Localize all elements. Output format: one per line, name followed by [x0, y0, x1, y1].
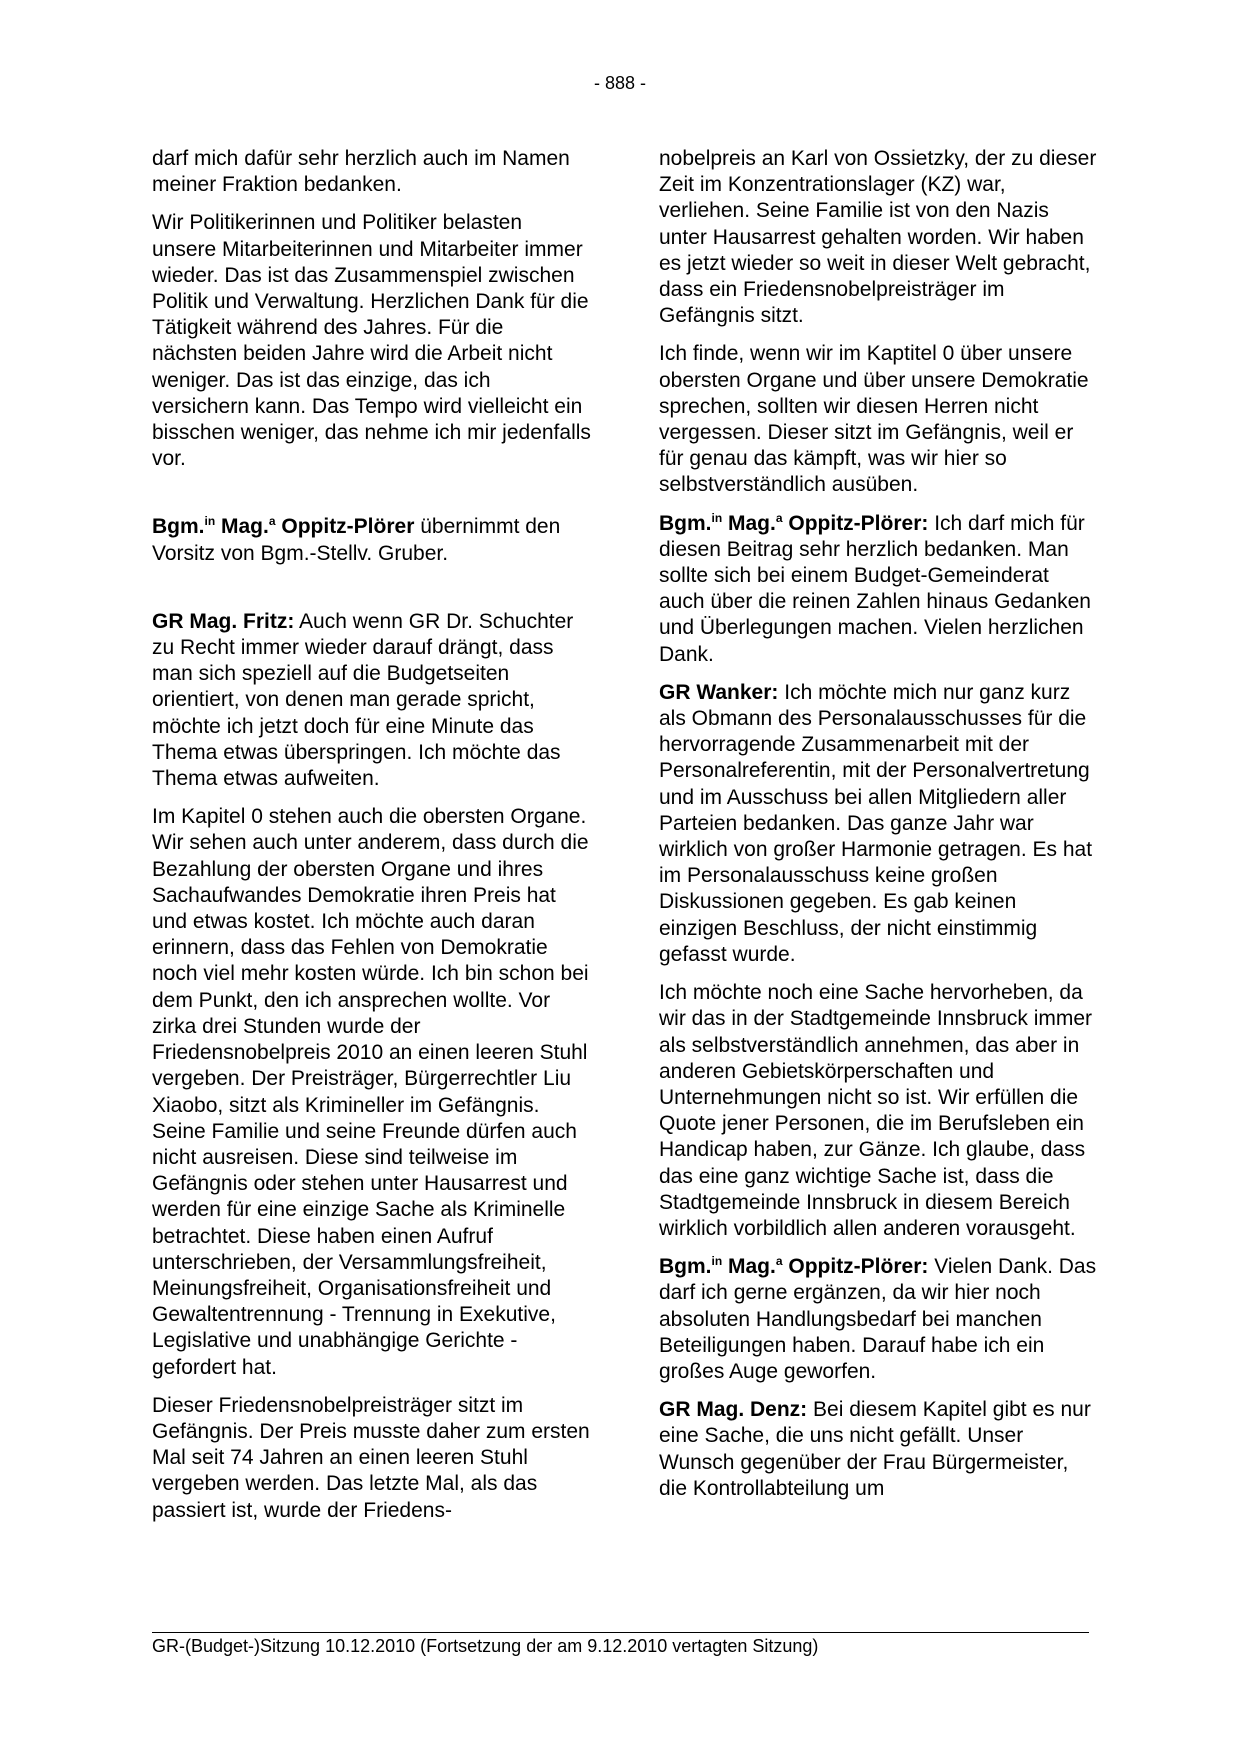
paragraph-text: Ich darf mich für diesen Beitrag sehr herzlich bedanken. Man sollte sich bei einem Budget-Gemeinderat auch über die reinen Zahlen hinaus Gedanken und Überlegungen machen. Vielen herzlichen Dank.	[659, 511, 1091, 666]
paragraph-text: übernimmt den Vorsitz von Bgm.-Stellv. Gruber.	[152, 515, 561, 565]
right-column	[659, 146, 1099, 1514]
speaker-name: Bgm.$^{in}$ Mag.$^a$ Oppitz-Plörer:	[659, 510, 929, 535]
paragraph	[659, 980, 1099, 1242]
speaker-name: Bgm.$^{in}$ Mag.$^a$ Oppitz-Plörer:	[659, 1254, 929, 1279]
speech-paragraph	[659, 511, 1099, 668]
paragraph	[152, 146, 592, 198]
paragraph	[659, 146, 1099, 329]
paragraph-text: Auch wenn GR Dr. Schuchter zu Recht immer wieder darauf drängt, dass man sich speziell auf die Budgetseiten orientiert, von denen man gerade spricht, möchte ich jetzt doch für eine Minute das Thema etwas überspringen. Ich möchte das Thema etwas aufweiten.	[152, 609, 574, 791]
paragraph-text: Ich möchte mich nur ganz kurz als Obmann des Personalausschusses für die hervorragende Zusammenarbeit mit der Personalreferentin, mit der Personalvertretung und im Ausschuss bei allen Mitgliedern aller Parteien bedanken. Das ganze Jahr war wirklich von großer Harmonie getragen. Es hat im Personalausschuss keine großen Diskussionen gegeben. Es gab keinen einzigen Beschluss, der nicht einstimmig gefasst wurde.	[659, 680, 1093, 966]
speech-paragraph	[659, 1397, 1099, 1502]
speaker-name: GR Wanker:	[659, 680, 779, 704]
paragraph-text: Ich finde, wenn wir im Kaptitel 0 über unsere obersten Organe und über unsere Demokratie sprechen, sollten wir diesen Herren nicht vergessen. Dieser sitzt im Gefängnis, weil er für genau das kämpft, was wir hier so selbstverständlich ausüben.	[659, 342, 1089, 497]
paragraph	[659, 341, 1099, 498]
speech-paragraph	[659, 1254, 1099, 1385]
speaker-name: GR Mag. Denz:	[659, 1398, 808, 1422]
page-number: - 888 -	[593, 73, 647, 93]
footer-text: GR-(Budget-)Sitzung 10.12.2010 (Fortsetzung der am 9.12.2010 vertagten Sitzung)	[152, 1636, 819, 1656]
paragraph	[152, 804, 592, 1380]
left-column	[152, 146, 592, 1536]
paragraph-text: Ich möchte noch eine Sache hervorheben, da wir das in der Stadtgemeinde Innsbruck immer als selbstverständlich annehmen, das aber in anderen Gebietskörperschaften und Unternehmungen nicht so ist. Wir erfüllen die Quote jener Personen, die im Berufsleben ein Handicap haben, zur Gänze. Ich glaube, dass das eine ganz wichtige Sache ist, dass die Stadtgemeinde Innsbruck in diesem Bereich wirklich vorbildlich allen anderen vorausgeht.	[659, 981, 1093, 1240]
paragraph-text: Wir Politikerinnen und Politiker belasten unsere Mitarbeiterinnen und Mitarbeiter immer wieder. Das ist das Zusammenspiel zwischen Politik und Verwaltung. Herzlichen Dank für die Tätigkeit während des Jahres. Für die nächsten beiden Jahre wird die Arbeit nicht weniger. Das ist das einzige, das ich versichern kann. Das Tempo wird vielleicht ein bisschen weniger, das nehme ich mir jedenfalls vor.	[152, 211, 591, 471]
speaker-name: Bgm.$^{in}$ Mag.$^a$ Oppitz-Plörer	[152, 514, 415, 539]
paragraph-text: Bei diesem Kapitel gibt es nur eine Sache, die uns nicht gefällt. Unser Wunsch gegenüber der Frau Bürgermeister, die Kontrollabteilung um	[659, 1398, 1091, 1500]
paragraph	[152, 210, 592, 472]
paragraph-text: Vielen Dank. Das darf ich gerne ergänzen, da wir hier noch absoluten Handlungsbedarf bei manchen Beteiligungen haben. Darauf habe ich ein großes Auge geworfen.	[659, 1255, 1097, 1383]
paragraph-text: Dieser Friedensnobelpreisträger sitzt im Gefängnis. Der Preis musste daher zum ersten Mal seit 74 Jahren an einen leeren Stuhl vergeben werden. Das letzte Mal, als das passiert ist, wurde der Friedens-	[152, 1393, 590, 1522]
speech-paragraph	[152, 609, 592, 792]
speaker-name: GR Mag. Fritz:	[152, 609, 295, 633]
paragraph	[152, 1393, 592, 1524]
chair-change-note	[152, 514, 592, 566]
paragraph-text: nobelpreis an Karl von Ossietzky, der zu dieser Zeit im Konzentrationslager (KZ) war, verliehen. Seine Familie ist von den Nazis unter Hausarrest gehalten worden. Wir haben es jetzt wieder so weit in dieser Welt gebracht, dass ein Friedensnobelpreisträger im Gefängnis sitzt.	[659, 147, 1097, 328]
paragraph-text: darf mich dafür sehr herzlich auch im Namen meiner Fraktion bedanken.	[152, 147, 570, 197]
speech-paragraph	[659, 680, 1099, 968]
footer-divider	[152, 1632, 1089, 1633]
paragraph-text: Im Kapitel 0 stehen auch die obersten Organe. Wir sehen auch unter anderem, dass durch die Bezahlung der obersten Organe und ihres Sachaufwandes Demokratie ihren Preis hat und etwas kostet. Ich möchte auch daran erinnern, dass das Fehlen von Demokratie noch viel mehr kosten würde. Ich bin schon bei dem Punkt, den ich ansprechen wollte. Vor zirka drei Stunden wurde der Friedensnobelpreis 2010 an einen leeren Stuhl vergeben. Der Preisträger, Bürgerrechtler Liu Xiaobo, sitzt als Krimineller im Gefängnis. Seine Familie und seine Freunde dürfen auch nicht ausreisen. Diese sind teilweise im Gefängnis oder stehen unter Hausarrest und werden für eine einzige Sache als Kriminelle betrachtet. Diese haben einen Aufruf unterschrieben, der Versammlungsfreiheit, Meinungsfreiheit, Organisationsfreiheit und Gewaltentrennung - Trennung in Exekutive, Legislative und unabhängige Gerichte - gefordert hat.	[152, 805, 589, 1379]
